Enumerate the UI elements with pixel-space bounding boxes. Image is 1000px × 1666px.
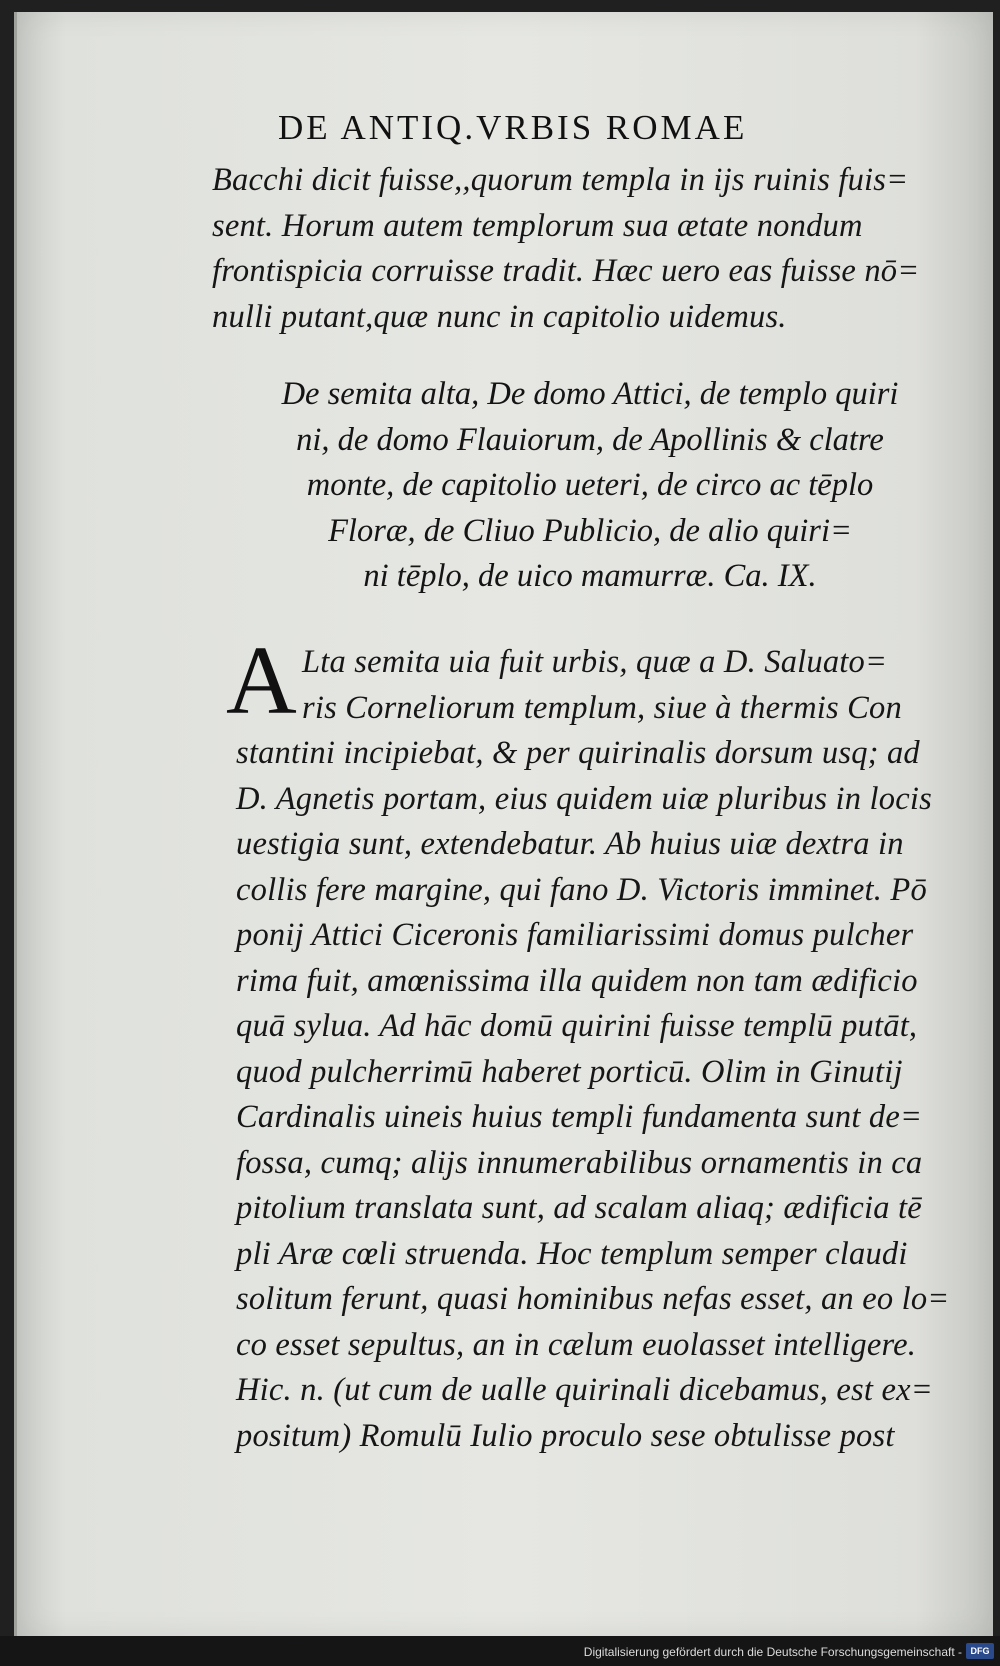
heading-line: monte, de capitolio ueteri, de circo ac tēplo xyxy=(306,467,874,503)
text-line: stantini incipiebat, & per quirinalis dorsum usq; ad xyxy=(236,735,920,771)
dfg-logo: DFG xyxy=(966,1643,994,1659)
body-opening-lines xyxy=(302,640,962,731)
text-line: nulli putant,quæ nunc in capitolio uidemus. xyxy=(212,298,787,335)
body-paragraph xyxy=(236,731,966,1459)
text-line: rima fuit, amœnissima illa quidem non tam ædificio xyxy=(236,962,918,999)
heading-line: ni, de domo Flauiorum, de Apollinis & clatre xyxy=(296,421,884,458)
intro-paragraph xyxy=(212,158,972,340)
text-line: ponij Attici Ciceronis familiarissimi domus pulcher xyxy=(236,917,914,953)
text-line: quā sylua. Ad hāc domū quirini fuisse templū putāt, xyxy=(236,1008,918,1044)
text-line: collis fere margine, qui fano D. Victoris imminet. Pō xyxy=(236,871,927,908)
digitization-credit: Digitalisierung gefördert durch die Deutsche Forschungsgemeinschaft - xyxy=(583,1645,962,1659)
running-head: DE ANTIQ.VRBIS ROMAE xyxy=(278,108,748,147)
heading-line: Floræ, de Cliuo Publicio, de alio quiri= xyxy=(328,512,852,549)
text-line: solitum ferunt, quasi hominibus nefas esset, an eo lo= xyxy=(236,1281,950,1317)
text-line: uestigia sunt, extendebatur. Ab huius uiæ dextra in xyxy=(236,826,904,862)
text-line: Lta semita uia fuit urbis, quæ a D. Saluato= xyxy=(302,644,888,680)
text-line: co esset sepultus, an in cælum euolasset intelligere. xyxy=(236,1326,917,1363)
text-line: pli Aræ cœli struenda. Hoc templum semper claudi xyxy=(236,1235,908,1272)
text-line: Bacchi dicit fuisse,,quorum templa in ijs ruinis fuis= xyxy=(212,162,909,198)
text-line: Hic. n. (ut cum de ualle quirinali dicebamus, est ex= xyxy=(236,1372,933,1408)
text-line: positum) Romulū Iulio proculo sese obtulisse post xyxy=(236,1417,895,1454)
text-line: ris Corneliorum templum, siue à thermis Con xyxy=(302,689,902,726)
chapter-heading xyxy=(240,372,940,600)
heading-line: De semita alta, De domo Attici, de templo quiri xyxy=(281,376,899,412)
text-line: pitolium translata sunt, ad scalam aliaq; ædificia tē xyxy=(236,1190,922,1226)
text-line: fossa, cumq; alijs innumerabilibus ornamentis in ca xyxy=(236,1144,923,1181)
heading-line: ni tēplo, de uico mamurræ. Ca. IX. xyxy=(363,558,817,594)
text-line: quod pulcherrimū haberet porticū. Olim in Ginutij xyxy=(236,1053,903,1090)
text-line: Cardinalis uineis huius templi fundamenta sunt de= xyxy=(236,1099,923,1135)
drop-cap: A xyxy=(226,627,297,735)
text-line: D. Agnetis portam, eius quidem uiæ pluribus in locis xyxy=(236,780,932,817)
text-line: frontispicia corruisse tradit. Hæc uero eas fuisse nō= xyxy=(212,253,920,289)
text-line: sent. Horum autem templorum sua ætate nondum xyxy=(212,207,863,244)
